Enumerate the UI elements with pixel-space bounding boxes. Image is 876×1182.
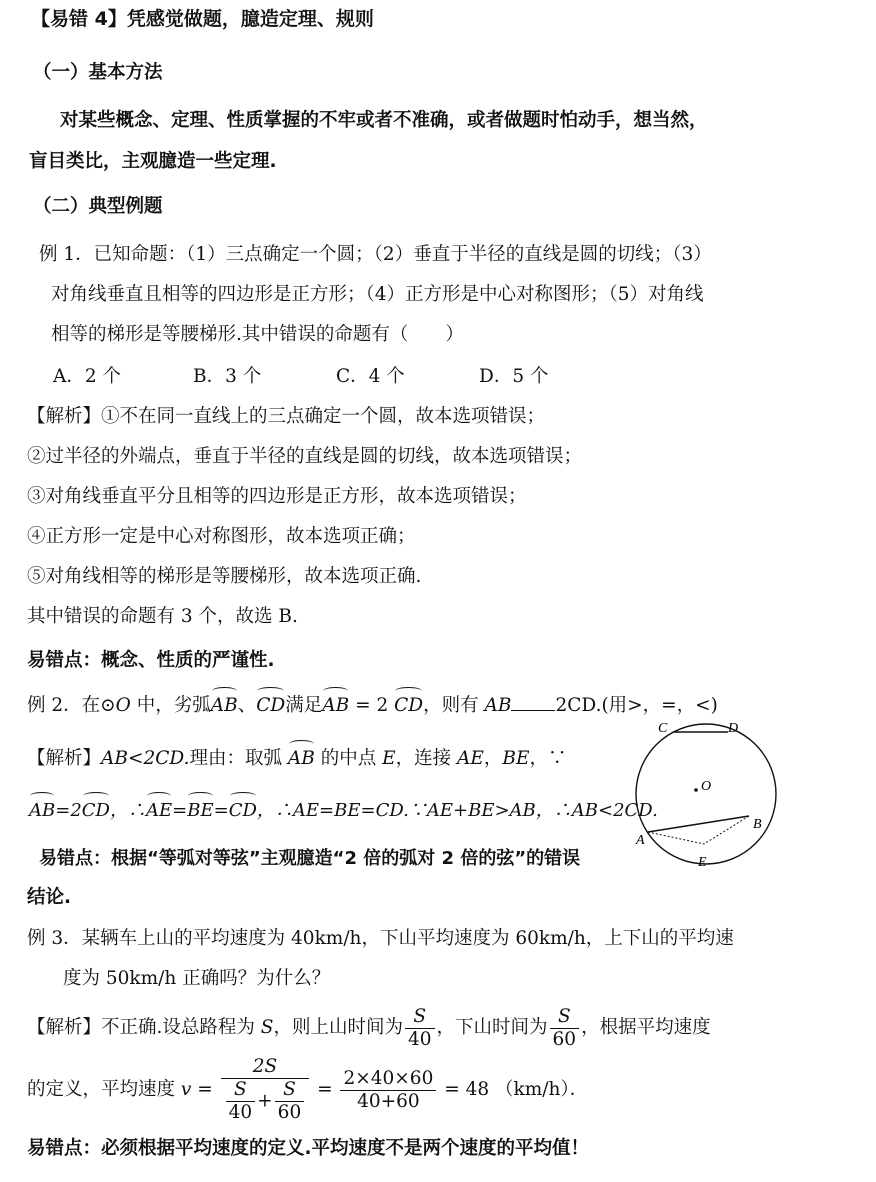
document-heading	[31, 6, 374, 32]
ex2-therefore: ，∴	[110, 800, 146, 821]
example1-option-b: B．3 个	[193, 366, 262, 387]
answer-blank	[511, 692, 555, 711]
ex2-arc-ab-2: AB	[322, 693, 349, 719]
ex3-s: S	[260, 1017, 274, 1038]
example1-analysis-4: ④正方形一定是中心对称图形，故本选项正确；	[27, 526, 416, 547]
example2-question	[27, 692, 718, 719]
heading-label: 【易错 4】	[31, 8, 127, 30]
ex2-arc-cd-2: CD	[394, 693, 423, 719]
label-b: B	[753, 817, 762, 832]
ex2-analysis-e: ，连接	[395, 748, 458, 769]
ex2-ae: AE	[457, 748, 484, 769]
label-d: D	[728, 721, 739, 736]
ex3-analysis-a: 【解析】不正确.设总路程为	[27, 1017, 261, 1038]
label-a: A	[636, 833, 645, 848]
ex2-analysis-c: 理由：取弧	[189, 748, 282, 769]
ex2-be: BE	[502, 748, 530, 769]
frac2-den: 60	[552, 1028, 577, 1050]
example1-line3: 相等的梯形是等腰梯形.其中错误的命题有（ ）	[51, 324, 464, 345]
ex2-ab: AB	[484, 695, 512, 716]
big-den	[221, 1079, 310, 1124]
example3-line2: 度为 50km/h 正确吗？为什么？	[63, 968, 331, 989]
basic-method-para-line2: 盲目类比，主观臆造一些定理.	[29, 151, 277, 172]
sub1-den: 40	[228, 1102, 253, 1123]
ex2-arc-cd-4: CD	[229, 798, 257, 824]
example1-analysis-3: ③对角线垂直平分且相等的四边形是正方形，故本选项错误；	[27, 486, 527, 507]
ex2-arc-be: BE	[187, 798, 213, 824]
example3-analysis-line2	[27, 1050, 588, 1130]
ex2-eq-eq1: =	[172, 800, 188, 821]
ex3-result: = 48 （km/h）．	[438, 1079, 589, 1100]
ex3-analysis-b: ，则上山时间为	[273, 1017, 403, 1038]
frac1-num: S	[405, 1006, 435, 1029]
heading-text: 凭感觉做题，臆造定理、规则	[126, 8, 374, 30]
ex2-analysis-b: AB<2CD.	[101, 748, 190, 769]
example1-line2: 对角线垂直且相等的四边形是正方形；（4）正方形是中心对称图形；（5）对角线	[51, 284, 704, 305]
ex2-mid1: 中，劣弧	[130, 695, 211, 716]
ex3-eq: =	[191, 1079, 219, 1100]
section-basic-method-title: （一）基本方法	[33, 62, 163, 83]
ex2-arc-cd: CD	[256, 693, 285, 719]
ex2-eq-eq2: =	[213, 800, 229, 821]
sub1-num: S	[226, 1079, 256, 1102]
example2-analysis-line1	[27, 746, 567, 772]
ex2-arc-ab-4: AB	[29, 798, 55, 824]
example1-option-c: C．4 个	[336, 366, 405, 387]
example2-pitfall-line2: 结论.	[27, 887, 72, 908]
example3-analysis-line1	[27, 1000, 711, 1056]
example3-pitfall: 易错点：必须根据平均速度的定义.平均速度不是两个速度的平均值！	[27, 1138, 590, 1159]
sub-frac2	[275, 1079, 305, 1124]
ex2-arc-ab: AB	[211, 693, 238, 719]
ex2-chain: ，∴AE=BE=CD.∵AE+BE>AB，∴AB<2CD.	[256, 800, 658, 821]
ex2-arc-ae: AE	[146, 798, 172, 824]
average-speed-fraction	[221, 1056, 310, 1124]
label-c: C	[658, 721, 668, 736]
ex3-def-a: 的定义，平均速度	[27, 1079, 181, 1100]
frac3-num: 2×40×60	[340, 1068, 436, 1091]
example1-analysis-1: 【解析】①不在同一直线上的三点确定一个圆，故本选项错误；	[27, 406, 546, 427]
example1-pitfall: 易错点：概念、性质的严谨性.	[27, 650, 275, 671]
circle-figure	[622, 712, 782, 872]
center-dot	[694, 788, 698, 792]
ex2-mid2: 满足	[285, 695, 323, 716]
example1-line1: 例 1．已知命题：（1）三点确定一个圆；（2）垂直于半径的直线是圆的切线；（3）	[39, 244, 712, 265]
sub2-den: 60	[277, 1102, 302, 1123]
ex3-eq2: =	[311, 1079, 339, 1100]
ex2-prefix: 例 2．在⊙	[27, 695, 116, 716]
label-o: O	[701, 779, 712, 794]
label-e: E	[698, 855, 707, 870]
ex2-because: ，∵	[529, 748, 567, 769]
example1-option-a: A．2 个	[53, 366, 122, 387]
ex2-eq-part1: =2	[55, 800, 82, 821]
ex2-analysis-d: 的中点	[320, 748, 383, 769]
ex2-mid4: 2CD.(用>，=，<)	[555, 695, 718, 716]
sub-frac1	[226, 1079, 256, 1124]
frac3-den: 40+60	[357, 1090, 420, 1112]
example1-analysis-5: ⑤对角线相等的梯形是等腰梯形，故本选项正确.	[27, 566, 422, 587]
fraction-s-40	[405, 1006, 435, 1051]
ex2-sep: 、	[237, 695, 257, 716]
ex2-mid3: ，则有	[423, 695, 485, 716]
ex2-arc-ab-3: AB	[288, 746, 315, 772]
ex3-analysis-d: ，根据平均速度	[581, 1017, 711, 1038]
example2-pitfall-line1: 易错点：根据“等弧对等弦”主观臆造“2 倍的弧对 2 倍的弦”的错误	[39, 848, 581, 869]
fraction-s-60	[550, 1006, 580, 1051]
example1-conclusion: 其中错误的命题有 3 个，故选 B.	[27, 606, 298, 627]
ex3-analysis-c: ，下山时间为	[436, 1017, 548, 1038]
example1-analysis-2: ②过半径的外端点，垂直于半径的直线是圆的切线，故本选项错误；	[27, 446, 583, 467]
sub2-num: S	[275, 1079, 305, 1102]
section-examples-title: （二）典型例题	[33, 196, 163, 217]
frac1-den: 40	[407, 1028, 432, 1050]
ex2-comma: ，	[483, 748, 503, 769]
basic-method-para-line1: 对某些概念、定理、性质掌握的不牢或者不准确，或者做题时怕动手，想当然，	[60, 110, 708, 131]
ex2-point-e: E	[382, 748, 396, 769]
plus-sign: +	[257, 1090, 273, 1112]
ex3-v: v	[180, 1079, 192, 1100]
ex2-eq: = 2	[349, 695, 395, 716]
chord-ab	[648, 816, 749, 832]
example3-line1: 例 3．某辆车上山的平均速度为 40km/h，下山平均速度为 60km/h，上下山的平均速	[27, 928, 734, 949]
example2-analysis-line2	[29, 798, 658, 824]
figure-circle	[636, 724, 776, 864]
frac2-num: S	[550, 1006, 580, 1029]
ex2-circle-o: O	[115, 695, 131, 716]
ex2-analysis-a: 【解析】	[27, 748, 102, 769]
numeric-fraction	[340, 1068, 436, 1113]
example1-option-d: D．5 个	[479, 366, 549, 387]
ex2-arc-cd-3: CD	[82, 798, 110, 824]
big-num: 2S	[221, 1056, 310, 1079]
